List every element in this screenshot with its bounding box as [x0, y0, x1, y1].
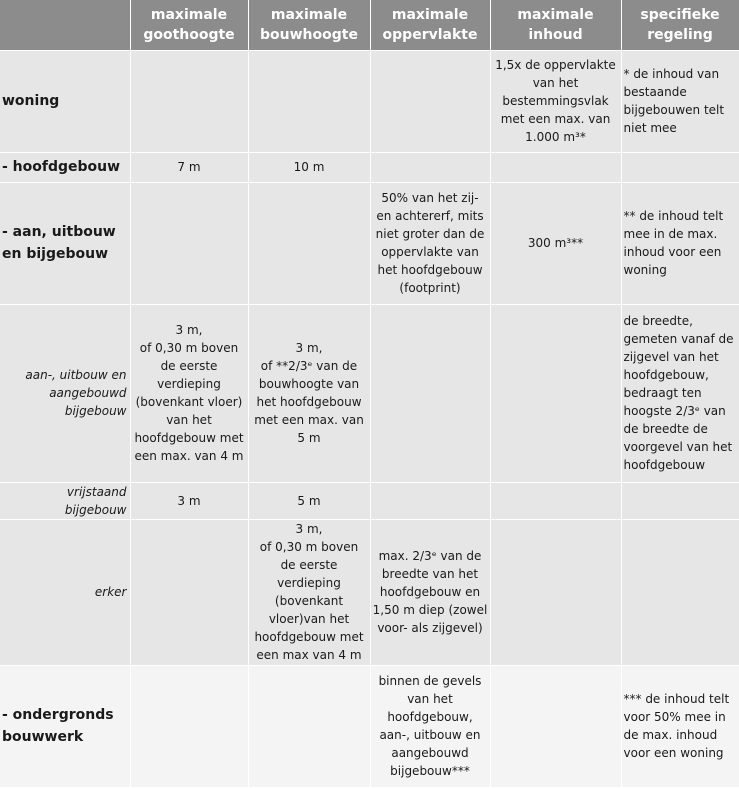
row-label: erker — [0, 519, 130, 665]
cell-bouwhoogte — [248, 50, 370, 152]
cell-bouwhoogte: 3 m, of 0,30 m boven de eerste verdieping (bovenkant vloer)van het hoofdgebouw met een max van 4 m — [248, 519, 370, 665]
cell-goothoogte — [130, 665, 248, 787]
cell-oppervlakte — [370, 304, 490, 482]
row-label: - hoofdgebouw — [0, 152, 130, 182]
cell-inhoud — [490, 519, 621, 665]
table-row — [0, 665, 739, 787]
cell-regeling: *** de inhoud telt voor 50% mee in de max. inhoud voor een woning — [621, 665, 739, 787]
cell-oppervlakte — [370, 50, 490, 152]
table-row — [0, 304, 739, 482]
row-label: - ondergronds bouwwerk — [0, 665, 130, 787]
table-row — [0, 50, 739, 152]
table-row — [0, 482, 739, 519]
cell-bouwhoogte: 10 m — [248, 152, 370, 182]
cell-inhoud — [490, 152, 621, 182]
table-row — [0, 152, 739, 182]
header-row — [0, 0, 739, 50]
cell-oppervlakte — [370, 152, 490, 182]
cell-oppervlakte: max. 2/3ᵉ van de breedte van het hoofdgebouw en 1,50 m diep (zowel voor- als zijgevel) — [370, 519, 490, 665]
cell-oppervlakte: 50% van het zij- en achtererf, mits niet groter dan de oppervlakte van het hoofdgebouw (footprint) — [370, 182, 490, 304]
cell-regeling — [621, 482, 739, 519]
cell-regeling — [621, 519, 739, 665]
cell-inhoud — [490, 482, 621, 519]
cell-regeling — [621, 152, 739, 182]
cell-inhoud: 300 m³** — [490, 182, 621, 304]
header-corner — [0, 0, 130, 50]
cell-goothoogte — [130, 50, 248, 152]
cell-goothoogte — [130, 519, 248, 665]
table-row — [0, 182, 739, 304]
cell-bouwhoogte — [248, 665, 370, 787]
cell-regeling: ** de inhoud telt mee in de max. inhoud voor een woning — [621, 182, 739, 304]
header-regeling: specifieke regeling — [621, 0, 739, 50]
cell-goothoogte: 7 m — [130, 152, 248, 182]
header-bouwhoogte: maximale bouwhoogte — [248, 0, 370, 50]
cell-regeling: de breedte, gemeten vanaf de zijgevel van het hoofdgebouw, bedraagt ten hoogste 2/3ᵉ van de breedte de voorgevel van het hoofdgebouw — [621, 304, 739, 482]
cell-bouwhoogte: 5 m — [248, 482, 370, 519]
cell-oppervlakte: binnen de gevels van het hoofdgebouw, aan-, uitbouw en aangebouwd bijgebouw*** — [370, 665, 490, 787]
cell-bouwhoogte — [248, 182, 370, 304]
row-label: vrijstaand bijgebouw — [0, 482, 130, 519]
row-label: aan-, uitbouw en aangebouwd bijgebouw — [0, 304, 130, 482]
row-label: woning — [0, 50, 130, 152]
header-oppervlakte: maximale oppervlakte — [370, 0, 490, 50]
cell-inhoud — [490, 304, 621, 482]
row-label: - aan, uitbouw en bijgebouw — [0, 182, 130, 304]
cell-goothoogte: 3 m — [130, 482, 248, 519]
table-row — [0, 519, 739, 665]
cell-inhoud: 1,5x de oppervlakte van het bestemmingsvlak met een max. van 1.000 m³* — [490, 50, 621, 152]
header-inhoud: maximale inhoud — [490, 0, 621, 50]
cell-bouwhoogte: 3 m, of **2/3ᵉ van de bouwhoogte van het hoofdgebouw met een max. van 5 m — [248, 304, 370, 482]
cell-inhoud — [490, 665, 621, 787]
cell-regeling: * de inhoud van bestaande bijgebouwen telt niet mee — [621, 50, 739, 152]
cell-goothoogte: 3 m, of 0,30 m boven de eerste verdieping (bovenkant vloer) van het hoofdgebouw met een max. van 4 m — [130, 304, 248, 482]
cell-goothoogte — [130, 182, 248, 304]
header-goothoogte: maximale goothoogte — [130, 0, 248, 50]
cell-oppervlakte — [370, 482, 490, 519]
